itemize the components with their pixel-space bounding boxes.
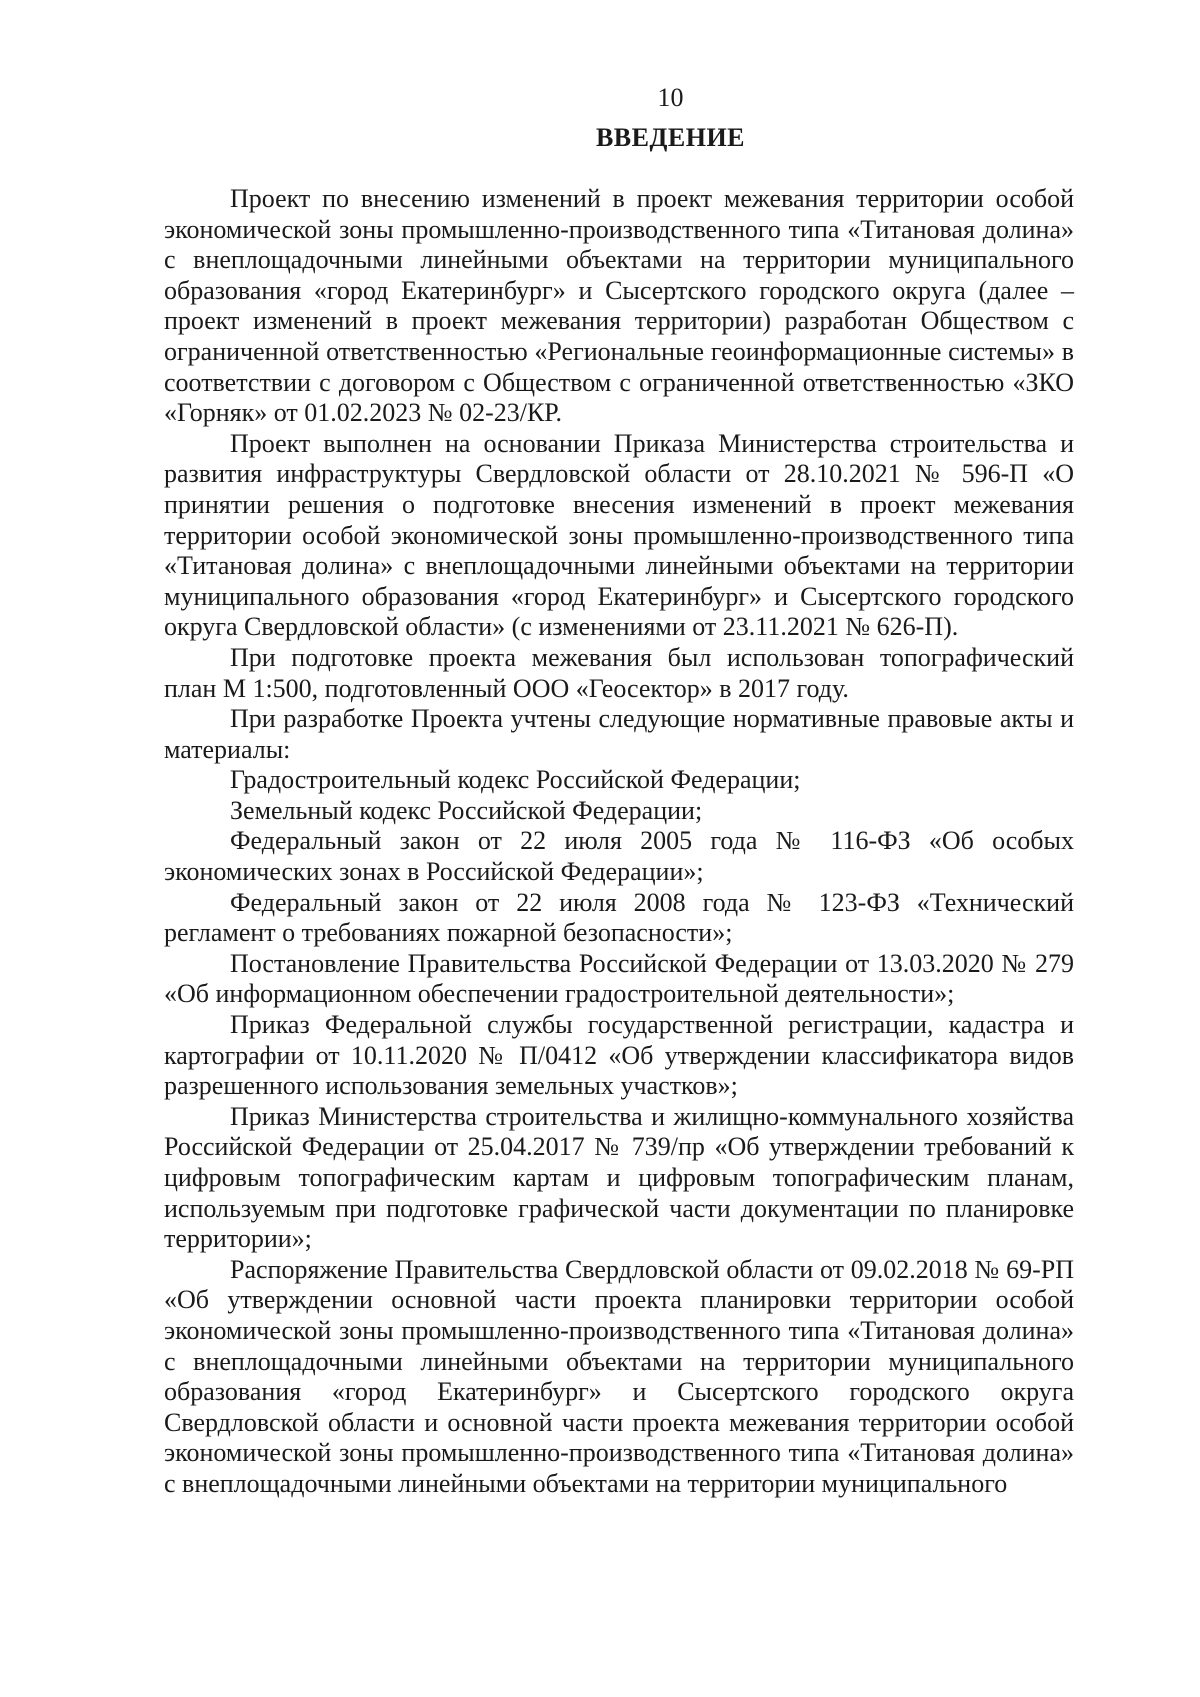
paragraph-topographic-plan: При подготовке проекта межевания был использован топографический план М 1:500, подготовленный ООО «Геосектор» в 2017 году. — [164, 642, 1074, 703]
list-item-minstroy-order-739: Приказ Министерства строительства и жилищно-коммунального хозяйства Российской Федерации от 25.04.2017 № 739/пр «Об утверждении требований к цифровым топографическим картам и цифровым топографическим планам, используемым при подготовке графической части документации по планировке территории»; — [164, 1101, 1074, 1254]
body-text — [164, 184, 1074, 1500]
list-item-sverdlovsk-order-69: Распоряжение Правительства Свердловской области от 09.02.2018 № 69-РП «Об утверждении основной части проекта планировки территории особой экономической зоны промышленно-производственного типа «Титановая долина» с внеплощадочными линейными объектами на территории муниципального образования «город Екатеринбург» и Сысертского городского округа Свердловской области и основной части проекта межевания территории особой экономической зоны промышленно-производственного типа «Титановая долина» с внеплощадочными линейными объектами на территории муниципального — [164, 1254, 1074, 1498]
list-item-rosreestr-order: Приказ Федеральной службы государственной регистрации, кадастра и картографии от 10.11.2020 № П/0412 «Об утверждении классификатора видов разрешенного использования земельных участков»; — [164, 1010, 1074, 1101]
list-item-land-code: Земельный кодекс Российской Федерации; — [230, 795, 703, 825]
list-item-federal-law-123: Федеральный закон от 22 июля 2008 года № 123-ФЗ «Технический регламент о требованиях пожарной безопасности»; — [164, 887, 1074, 948]
list-item-government-decree-279: Постановление Правительства Российской Федерации от 13.03.2020 № 279 «Об информационном обеспечении градостроительной деятельности»; — [164, 948, 1074, 1009]
paragraph-normative-acts-intro: При разработке Проекта учтены следующие нормативные правовые акты и материалы: — [164, 704, 1074, 764]
section-heading: ВВЕДЕНИЕ — [595, 123, 746, 152]
paragraph-basis-order: Проект выполнен на основании Приказа Министерства строительства и развития инфраструктуры Свердловской области от 28.10.2021 № 596-П «О принятии решения о подготовке внесения изменений в проект межевания территории особой экономической зоны промышленно-производственного типа «Титановая долина» с внеплощадочными линейными объектами на территории муниципального образования «город Екатеринбург» и Сысертского городского округа Свердловской области» (с изменениями от 23.11.2021 № 626-П). — [164, 428, 1074, 642]
page-number: 10 — [657, 83, 684, 112]
list-item-urban-planning-code: Градостроительный кодекс Российской Федерации; — [230, 765, 801, 795]
paragraph-project-intro: Проект по внесению изменений в проект межевания территории особой экономической зоны промышленно-производственного типа «Титановая долина» с внеплощадочными линейными объектами на территории муниципального образования «город Екатеринбург» и Сысертского городского округа (далее – проект изменений в проект межевания территории) разработан Обществом с ограниченной ответственностью «Региональные геоинформационные системы» в соответствии с договором с Обществом с ограниченной ответственностью «ЗКО «Горняк» от 01.02.2023 № 02-23/КР. — [164, 184, 1074, 428]
list-item-federal-law-116: Федеральный закон от 22 июля 2005 года № 116-ФЗ «Об особых экономических зонах в Российской Федерации»; — [164, 826, 1074, 887]
